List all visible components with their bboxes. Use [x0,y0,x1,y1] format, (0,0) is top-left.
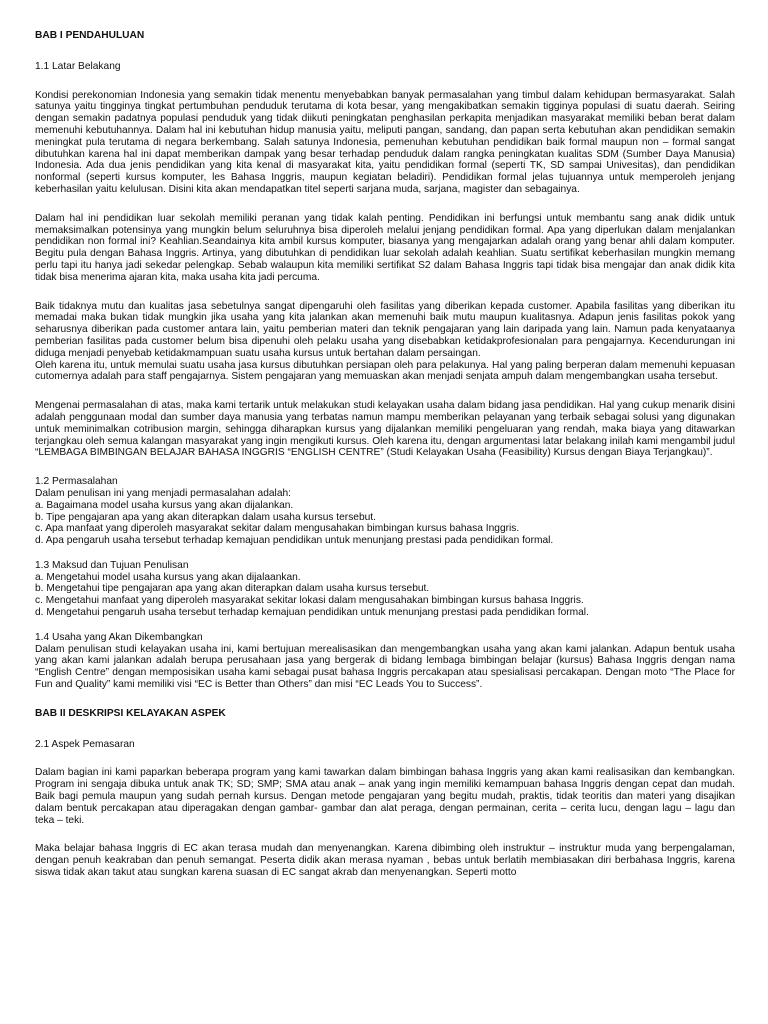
list-item: Dalam penulisan ini yang menjadi permasalahan adalah: [35,487,291,499]
list-item: c. Mengetahui manfaat yang diperoleh masyarakat sekitar lokasi dalam mengusahakan bimbingan kursus bahasa Inggris. [35,595,584,607]
paragraph: Oleh karena itu, untuk memulai suatu usaha jasa kursus dibutuhkan persiapan oleh para pelakunya. Hal yang paling berperan dalam memenuhi kepuasan cutomernya adalah para staff pengajarnya. Sistem pengajaran yang memuaskan akan menjadi senjata ampuh dalam mengembangkan usaha tersebut. [35,359,735,383]
section-heading: 1.2 Permasalahan [35,476,118,488]
chapter-title: BAB I PENDAHULUAN [35,30,145,41]
paragraph: Maka belajar bahasa Inggris di EC akan terasa mudah dan menyenangkan. Karena dibimbing oleh instruktur – instruktur muda yang berpengalaman, dengan penuh keakraban dan penuh semangat. Peserta didik akan merasa nyaman , bebas untuk berlatih membiasakan diri berbahasa Inggris, karena siswa tidak akan takut atau sungkan karena suasan di EC sangat akrab dan menyenangkan. Seperti motto [35,843,735,879]
paragraph: Baik tidaknya mutu dan kualitas jasa sebetulnya sangat dipengaruhi oleh fasilitas yang diberikan kepada customer. Apabila fasilitas yang diberikan itu memadai maka bukan tidak mungkin jika usaha yang kita jalankan akan memenuhi baik mutu maupun kualitasnya. Adapun jenis fasilitas pokok yang seharusnya diberikan pada customer antara lain, yaitu pemberian materi dan teknik pengajaran yang lain daripada yang lain. Namun pada kenyataanya pemberian fasilitas pada customer belum bisa dipenuhi oleh pelaku usaha yang disebabkan ketidakprofesionalan para pengajarnya. Kecendurungan ini diduga menjadi penyebab ketidakmampuan suatu usaha kursus untuk bertahan dalam persaingan. [35,300,735,359]
list-item: b. Tipe pengajaran apa yang akan diterapkan dalam usaha kursus tersebut. [35,511,376,523]
list-item: a. Mengetahui model usaha kursus yang akan dijalaankan. [35,571,301,583]
chapter-title: BAB II DESKRIPSI KELAYAKAN ASPEK [35,707,226,719]
paragraph: Mengenai permasalahan di atas, maka kami tertarik untuk melakukan studi kelayakan usaha dalam bidang jasa pendidikan. Hal yang cukup menarik disini adalah penggunaan modal dan sumber daya manusia yang terbatas namun mampu memberikan pelayanan yang terbaik sebagai solusi yang digunakan untuk meminimalkan cotribusion margin, sehingga diharapkan kursus yang dijalankan memiliki pengeluaran yang rendah, maka biaya yang ditawarkan terjangkau oleh semua kalangan masyarakat yang ingin mengikuti kursus. Oleh karena itu, dengan argumentasi latar belakang inilah kami mengambil judul “LEMBAGA BIMBINGAN BELAJAR BAHASA INGGRIS “ENGLISH CENTRE” (Studi Kelayakan Usaha (Feasibility) Kursus dengan Biaya Terjangkau)”. [35,400,735,459]
section-heading: 1.1 Latar Belakang [35,60,121,72]
document-page [35,30,735,879]
paragraph: Dalam hal ini pendidikan luar sekolah memiliki peranan yang tidak kalah penting. Pendidikan ini berfungsi untuk membantu sang anak didik untuk memaksimalkan potensinya yang mungkin belum seluruhnya bisa diperoleh melalui jenjang pendidikan formal. Apa yang diperlukan dalam menjalankan pendidikan non formal ini? Keahlian.Seandainya kita ambil kursus komputer, biasanya yang mengajarkan adalah orang yang benar ahli dalam komputer. Begitu pula dengan Bahasa Inggris. Artinya, yang dibutuhkan di pendidikan luar sekolah adalah keahlian. Suatu sertifikat keberhasilan mungkin memang perlu tapi itu hanya jadi sekedar pelengkap. Sebab walaupun kita memiliki sertifikat S2 dalam Bahasa Inggris tapi tidak bisa mengajar dan anak didik kita tidak bisa menerima ajaran kita, maka usaha kita jadi percuma. [35,212,735,283]
section-heading: 1.3 Maksud dan Tujuan Penulisan [35,559,189,571]
list-item: d. Mengetahui pengaruh usaha tersebut terhadap kemajuan pendidikan untuk menunjang prestasi pada pendidikan formal. [35,607,589,619]
list-item: a. Bagaimana model usaha kursus yang akan dijalankan. [35,499,294,511]
list-item: d. Apa pengaruh usaha tersebut terhadap kemajuan pendidikan untuk menunjang prestasi pada pendidikan formal. [35,535,554,547]
paragraph: Dalam penulisan studi kelayakan usaha ini, kami bertujuan merealisasikan dan mengembangkan usaha yang akan kami jalankan. Adapun bentuk usaha yang akan kami jalankan adalah berupa perusahaan jasa yang bergerak di bidang lembaga bimbingan belajar (kursus) Bahasa Inggris dengan nama “English Centre” dengan memposisikan usaha kami sebagai pusat bahasa Inggris percakapan atau spesialisasi percakapan. Dengan moto “The Place for Fun and Quality” kami memiliki visi “EC is Better than Others” dan misi “EC Leads You to Success”. [35,643,735,691]
paragraph: Dalam bagian ini kami paparkan beberapa program yang kami tawarkan dalam bimbingan bahasa Inggris yang akan kami realisasikan dan kembangkan. Program ini sengaja dibuka untuk anak TK; SD; SMP; SMA atau anak – anak yang ingin memiliki kemampuan bahasa Inggris dengan cepat dan mudah. Baik bagi pemula maupun yang sudah pernah kursus. Dengan metode pengajaran yang begitu mudah, praktis, tidak teoritis dan materi yang disajikan dalam bentuk percakapan atau diperagakan dengan gambar- gambar dan alat peraga, dengan permainan, cerita – cerita lucu, dengan lagu – lagu dan teka – teki. [35,767,735,826]
list-item: c. Apa manfaat yang diperoleh masyarakat sekitar dalam mengusahakan bimbingan kursus bahasa Inggris. [35,523,520,535]
list-item: b. Mengetahui tipe pengajaran apa yang akan diterapkan dalam usaha kursus tersebut. [35,583,430,595]
paragraph: Kondisi perekonomian Indonesia yang semakin tidak menentu menyebabkan banyak permasalahan yang timbul dalam kehidupan bermasyarakat. Salah satunya yaitu tingginya tingkat pertumbuhan penduduk terutama di kota besar, yang mengakibatkan semakin tigginya populasi di suatu daerah. Seiring dengan semakin padatnya populasi penduduk yang tidak diikuti peningkatan penghasilan perkapita menjadikan masyarakat memiliki beban berat dalam memenuhi kebutuhannya. Dalam hal ini kebutuhan hidup manusia yaitu, meliputi pangan, sandang, dan papan serta kebutuhan akan pendidikan semakin meningkat pula terutama di negara berkembang. Salah satunya Indonesia, pemenuhan kebutuhan pendidikan baik formal maupun non – formal sangat dibutuhkan karena hal ini dapat memberikan dampak yang besar terhadap penduduk dalam rangka peningkatan kualitas SDM (Sumber Daya Manusia) Indonesia. Ada dua jenis pendidikan yang kita kenal di masyarakat kita, yaitu pendidikan formal (seperti TK, SD sampai Univesitas), dan pendidikan nonformal (seperti kursus komputer, les Bahasa Inggris, maupun kegiatan beladiri). Pendidikan formal jelas tujuannya untuk memperoleh jenjang keberhasilan yaitu kelulusan. Disini kita akan mendapatkan titel seperti sarjana muda, sarjana, magister dan sebagainya. [35,89,735,195]
section-heading: 2.1 Aspek Pemasaran [35,738,135,750]
section-heading: 1.4 Usaha yang Akan Dikembangkan [35,631,203,643]
